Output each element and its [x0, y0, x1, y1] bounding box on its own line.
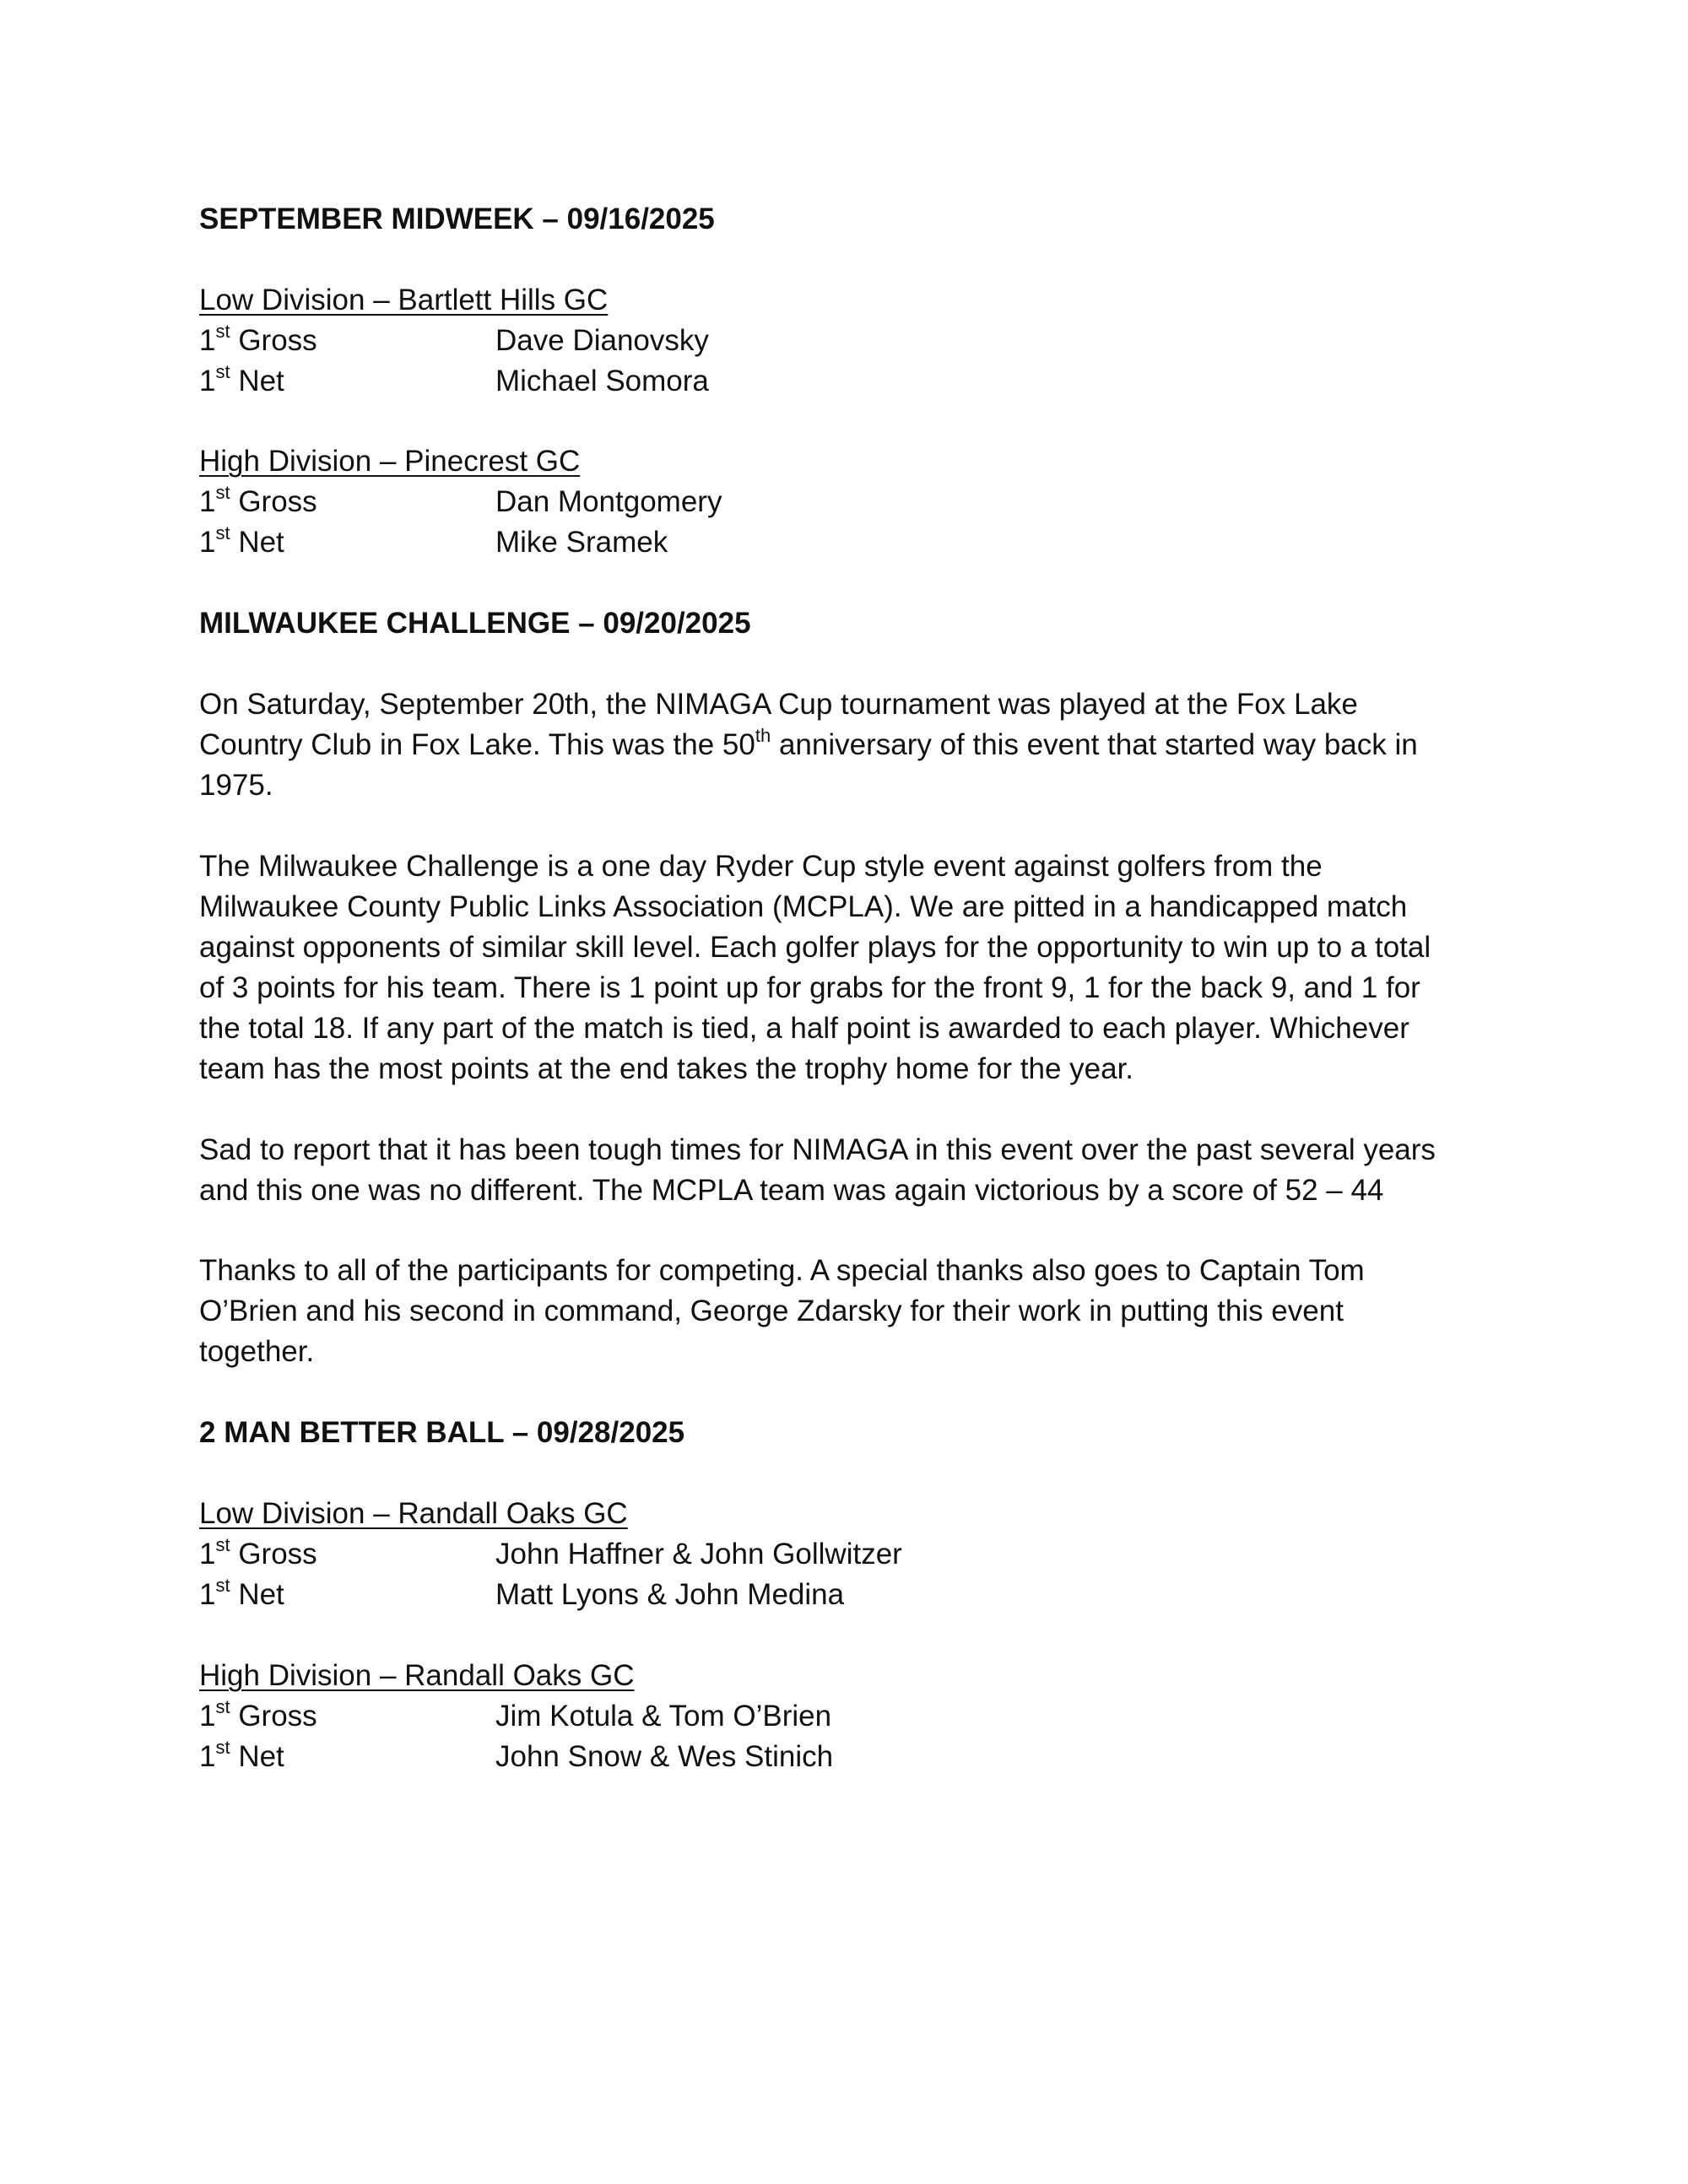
paragraph-line: Sad to report that it has been tough times for NIMAGA in this event over the past several years	[199, 1133, 1436, 1166]
paragraph-result	[199, 1130, 1516, 1211]
place-label: 1st Gross	[199, 1534, 317, 1570]
place-label: 1st Gross	[199, 482, 317, 518]
division-low-randall	[199, 1494, 902, 1615]
paragraph-line: Milwaukee County Public Links Association (MCPLA). We are pitted in a handicapped match	[199, 890, 1408, 923]
result-row	[199, 1737, 834, 1777]
result-row	[199, 482, 722, 522]
paragraph-line: team has the most points at the end takes the trophy home for the year.	[199, 1052, 1134, 1085]
division-title: Low Division – Randall Oaks GC	[199, 1497, 628, 1530]
result-row	[199, 361, 709, 402]
paragraph-line: Thanks to all of the participants for competing. A special thanks also goes to Captain Tom	[199, 1254, 1365, 1287]
paragraph-thanks	[199, 1251, 1516, 1372]
result-row	[199, 321, 709, 361]
place-label: 1st Net	[199, 361, 284, 397]
paragraph-line: and this one was no different. The MCPLA team was again victorious by a score of 52 – 44	[199, 1174, 1384, 1207]
winner-name: Michael Somora	[495, 365, 709, 397]
winner-name: Dave Dianovsky	[495, 324, 709, 357]
paragraph-line: Country Club in Fox Lake. This was the 50th anniversary of this event that started way back in	[199, 725, 1418, 761]
place-label: 1st Gross	[199, 321, 317, 357]
paragraph-line: the total 18. If any part of the match is tied, a half point is awarded to each player. Whichever	[199, 1012, 1409, 1045]
division-low-bartlett	[199, 280, 709, 402]
place-label: 1st Net	[199, 522, 284, 559]
winner-name: Matt Lyons & John Medina	[495, 1578, 845, 1611]
winner-name: Dan Montgomery	[495, 485, 722, 518]
winner-name: John Haffner & John Gollwitzer	[495, 1538, 902, 1570]
result-row	[199, 1534, 902, 1575]
division-high-randall	[199, 1656, 834, 1777]
division-title: High Division – Randall Oaks GC	[199, 1659, 635, 1692]
section-heading-better-ball: 2 MAN BETTER BALL – 09/28/2025	[199, 1416, 685, 1449]
paragraph-line: against opponents of similar skill level. Each golfer plays for the opportunity to win up to a total	[199, 931, 1431, 964]
division-title: High Division – Pinecrest GC	[199, 445, 581, 478]
division-high-pinecrest	[199, 441, 722, 563]
winner-name: Jim Kotula & Tom O’Brien	[495, 1700, 832, 1733]
section-heading-milwaukee-challenge: MILWAUKEE CHALLENGE – 09/20/2025	[199, 607, 751, 640]
section-heading-september-midweek: SEPTEMBER MIDWEEK – 09/16/2025	[199, 203, 715, 235]
paragraph-intro	[199, 684, 1516, 806]
paragraph-line: O’Brien and his second in command, George Zdarsky for their work in putting this event	[199, 1295, 1344, 1327]
place-label: 1st Net	[199, 1737, 284, 1773]
paragraph-line: On Saturday, September 20th, the NIMAGA Cup tournament was played at the Fox Lake	[199, 688, 1358, 721]
place-label: 1st Gross	[199, 1696, 317, 1733]
result-row	[199, 522, 668, 563]
paragraph-line: together.	[199, 1335, 315, 1368]
winner-name: Mike Sramek	[495, 526, 668, 559]
paragraph-line: The Milwaukee Challenge is a one day Ryder Cup style event against golfers from the	[199, 850, 1323, 883]
result-row	[199, 1696, 832, 1737]
paragraph-line: of 3 points for his team. There is 1 point up for grabs for the front 9, 1 for the back 9, and 1 for	[199, 971, 1420, 1004]
paragraph-line: 1975.	[199, 769, 273, 802]
result-row	[199, 1575, 845, 1615]
paragraph-format	[199, 846, 1516, 1089]
division-title: Low Division – Bartlett Hills GC	[199, 284, 609, 316]
winner-name: John Snow & Wes Stinich	[495, 1740, 834, 1773]
place-label: 1st Net	[199, 1575, 284, 1611]
